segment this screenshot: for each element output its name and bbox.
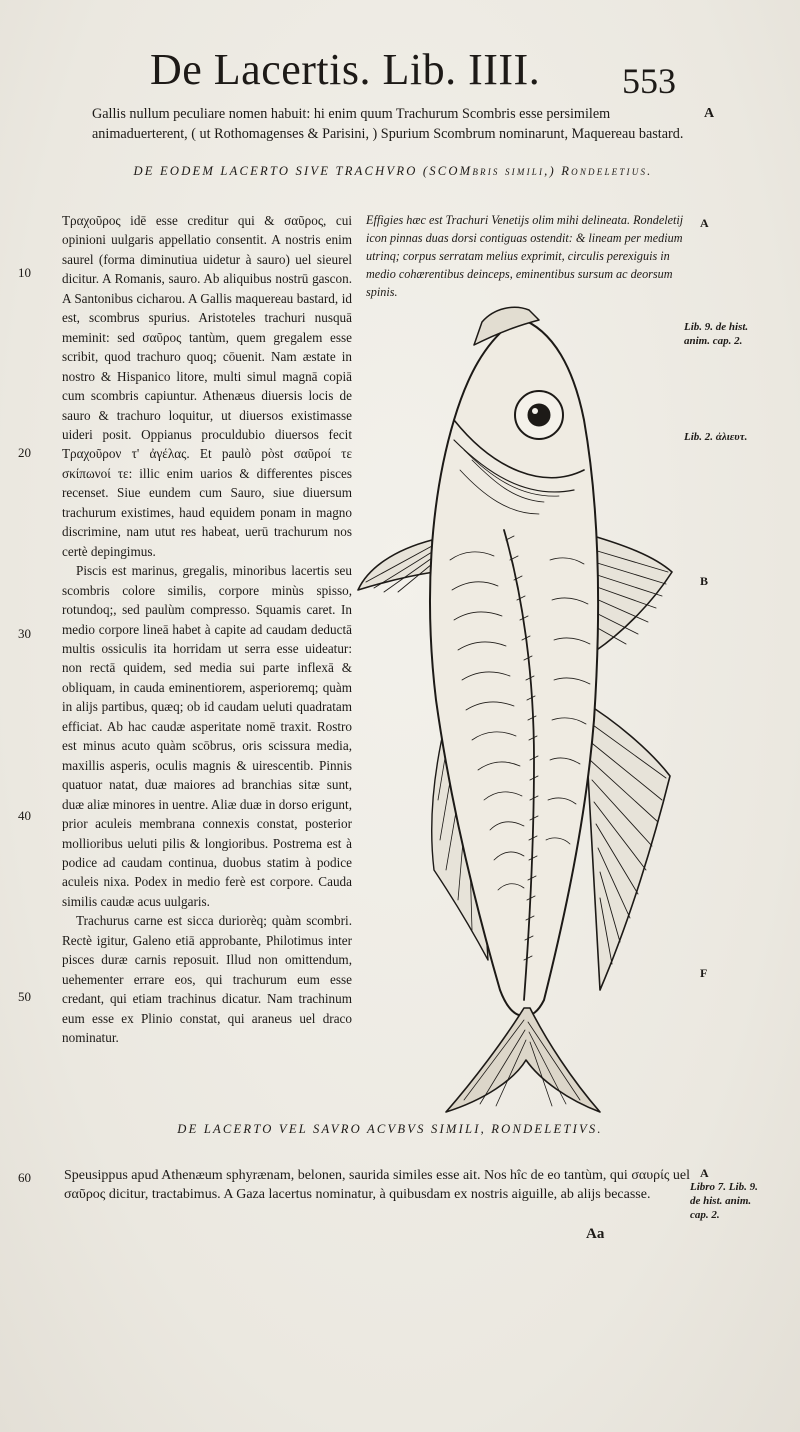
margin-reference: Lib. 9. de hist. anim. cap. 2. bbox=[684, 321, 749, 347]
bottom-paragraph: Speusippus apud Athenæum sphyrænam, belonen, saurida similes esse ait. Nos hîc de eo tantùm, qui σαυρίς uel σαῦρος dicitur, tractabimus. A Gaza lacertus nominatur, à quibusdam ex nostris aiguille, ab alijs becasse. bbox=[64, 1168, 691, 1202]
margin-letter-a: A bbox=[704, 106, 715, 121]
line-number: 10 bbox=[18, 265, 31, 280]
line-number: 50 bbox=[18, 989, 31, 1004]
paragraph-3: Trachurus carne est sicca duriorèq; quàm scombri. Rectè igitur, Galeno etiā approbante, Philotimus inter pisces duræ carnis reposuit. Illud non omittendum, uehementer errare eos, qui trachurum eum esse credant, qui etiam trachinus dicatur. Nam trachinum eum esse ex Plinio constat, qui araneus uel draco nominatur. bbox=[62, 913, 352, 1046]
signature-mark: Aa bbox=[586, 1226, 605, 1242]
margin-letter-b: B bbox=[700, 574, 709, 588]
line-number: 40 bbox=[18, 808, 31, 823]
line-number: 20 bbox=[18, 445, 31, 460]
page-title: De Lacertis. Lib. IIII. bbox=[150, 45, 541, 94]
margin-letter-f: F bbox=[700, 966, 708, 980]
margin-letter-a: A bbox=[700, 216, 709, 230]
line-number: 60 bbox=[18, 1170, 31, 1185]
margin-letter-a: A bbox=[700, 1166, 709, 1180]
paragraph-1: Τραχοῦρος idē esse creditur qui & σαῦρος, cui opinioni uulgaris appellatio consentit. A nostris enim saurel (forma diminutiua uidetur à sauro) uel sieurel dicitur. A Romanis, sauro. Ab aliquibus nostrū gascon. A Santonibus cicharou. A Gallis maquereau bastard, id est, scombrus spurius. Aristoteles trachuri nusquā meminit: sed σαῦρος tantùm, quem gregalem esse scribit, quod trachuro quoq; cōuenit. Nam æstate in nostro & Hispanico litore, multi simul magnā copiā cum scombris capiuntur. Athenæus diuersis locis de sauro & trachuro loquitur, ut diuersos existimasse uideri posit. Oppianus proculdubio diuersos fecit Τραχοῦρον τ' ἀγέλας. Et paulò pòst σαῦροί τε σκίπωνοί τε: illic enim uarios & differentes pisces recenset. Siue eundem cum Sauro, siue diuersum trachurum existimes, haud equidem ponam in magno discrimine, nam utut res habeat, uerū trachurum nos certè depingimus. bbox=[62, 213, 352, 559]
intro-paragraph: Gallis nullum peculiare nomen habuit: hi enim quum Trachurum Scombris esse persimilem animaduerterent, ( ut Rothomagenses & Parisini, ) Spurium Scombrum nominarunt, Maquereau bastard. bbox=[92, 106, 684, 142]
paragraph-2: Piscis est marinus, gregalis, minoribus lacertis seu scombris colore similis, corpore minùs spisso, rotundoq;, sed paulùm compresso. Squamis caret. In medio corpore lineā habet à capite ad caudam deductā multis ossiculis ita horridam ut serra esse uideatur: non rectā quidem, sed media sui parte inflexā & obliquam, in cauda eminentiorem, asperioremq; quàm in alijs partibus, quæq; ob id caudam ueluti quadratam efficiat. Ab hac caudæ asperitate nomē traxit. Rostro est minus acuto quàm scōbrus, oris scissura media, maxillis asperis, oculis magnis & uirescentib. Pinnis quatuor natat, duæ maiores ad branchias sitæ sunt, duæ aliæ minores in uentre. Aliæ duæ in dorso erigunt, prior aculeis membrana connexis constat, posterior mollioribus ueluti pilis & longioribus. Postrema est à podice ad caudam continua, duobus statim à podice aculeis nixa. Podex in medio ferè est corpore. Cauda similis caudæ acus uulgaris. bbox=[62, 563, 352, 909]
margin-reference: Libro 7. Lib. 9. de hist. anim. cap. 2. bbox=[690, 1181, 758, 1221]
line-number: 30 bbox=[18, 626, 31, 641]
section-heading-2: DE LACERTO VEL SAVRO ACVBVS SIMILI, RONDELETIVS. bbox=[177, 1122, 603, 1136]
page-number: 553 bbox=[622, 61, 676, 101]
trachurus-woodcut-illustration bbox=[354, 300, 684, 1120]
section-heading-1: DE EODEM LACERTO SIVE TRACHVRO (SCOMbris simili,) Rondeletius. bbox=[133, 164, 653, 178]
margin-reference: Lib. 2. ἀλιευτ. bbox=[684, 431, 748, 443]
figure-caption: Effigies hæc est Trachuri Venetijs olim mihi delineata. Rondeletij icon pinnas duas dorsi contiguas ostendit: & lineam per medium utrinq; corpus serratam melius exprimit, circulis perexiguis in medio cohærentibus deinceps, eminentibus sursum ac deorsum spinis. bbox=[366, 213, 684, 299]
left-column-text bbox=[62, 211, 352, 1047]
